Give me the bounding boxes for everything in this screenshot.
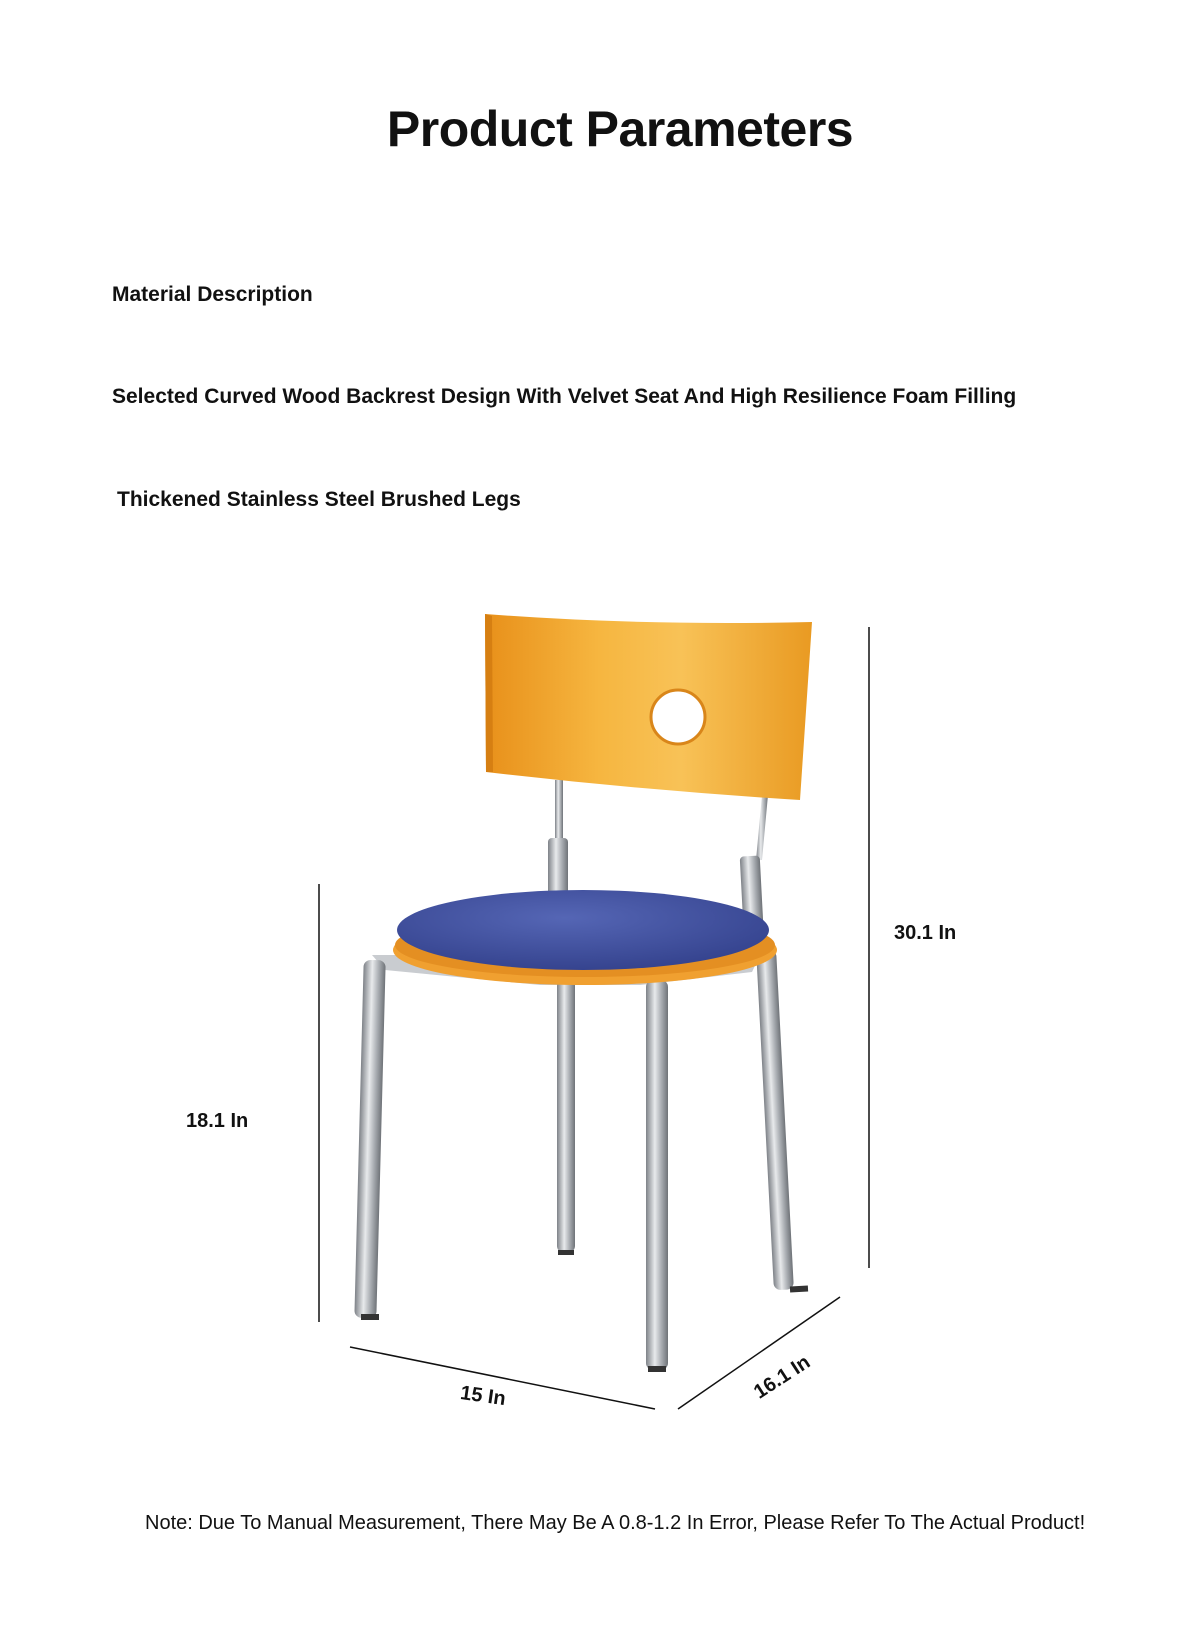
- chair-backrest-hole: [651, 690, 705, 744]
- chair-leg: [557, 980, 575, 1252]
- chair-back-post: [555, 780, 563, 840]
- dimension-depth: 16.1 In: [750, 1351, 815, 1404]
- chair-seat-cushion: [397, 890, 769, 970]
- page-title: Product Parameters: [386, 101, 854, 157]
- dimension-seat-height: 18.1 In: [186, 1110, 249, 1132]
- measurement-note: Note: Due To Manual Measurement, There May Be A 0.8-1.2 In Error, Please Refer To The Actual Product!: [145, 1512, 1086, 1534]
- dimension-width: 15 In: [458, 1382, 508, 1411]
- chair-leg: [646, 980, 668, 1370]
- chair-back-post: [756, 795, 768, 860]
- material-description-line: Selected Curved Wood Backrest Design With Velvet Seat And High Resilience Foam Filling: [112, 385, 1017, 408]
- chair-leg: [756, 950, 794, 1291]
- chair-leg: [354, 960, 385, 1318]
- material-heading: Material Description: [112, 283, 313, 306]
- dimension-total-height: 30.1 In: [894, 922, 957, 944]
- chair-backrest-edge: [485, 614, 493, 772]
- material-description-line: Thickened Stainless Steel Brushed Legs: [117, 488, 521, 511]
- chair-backrest: [485, 614, 812, 800]
